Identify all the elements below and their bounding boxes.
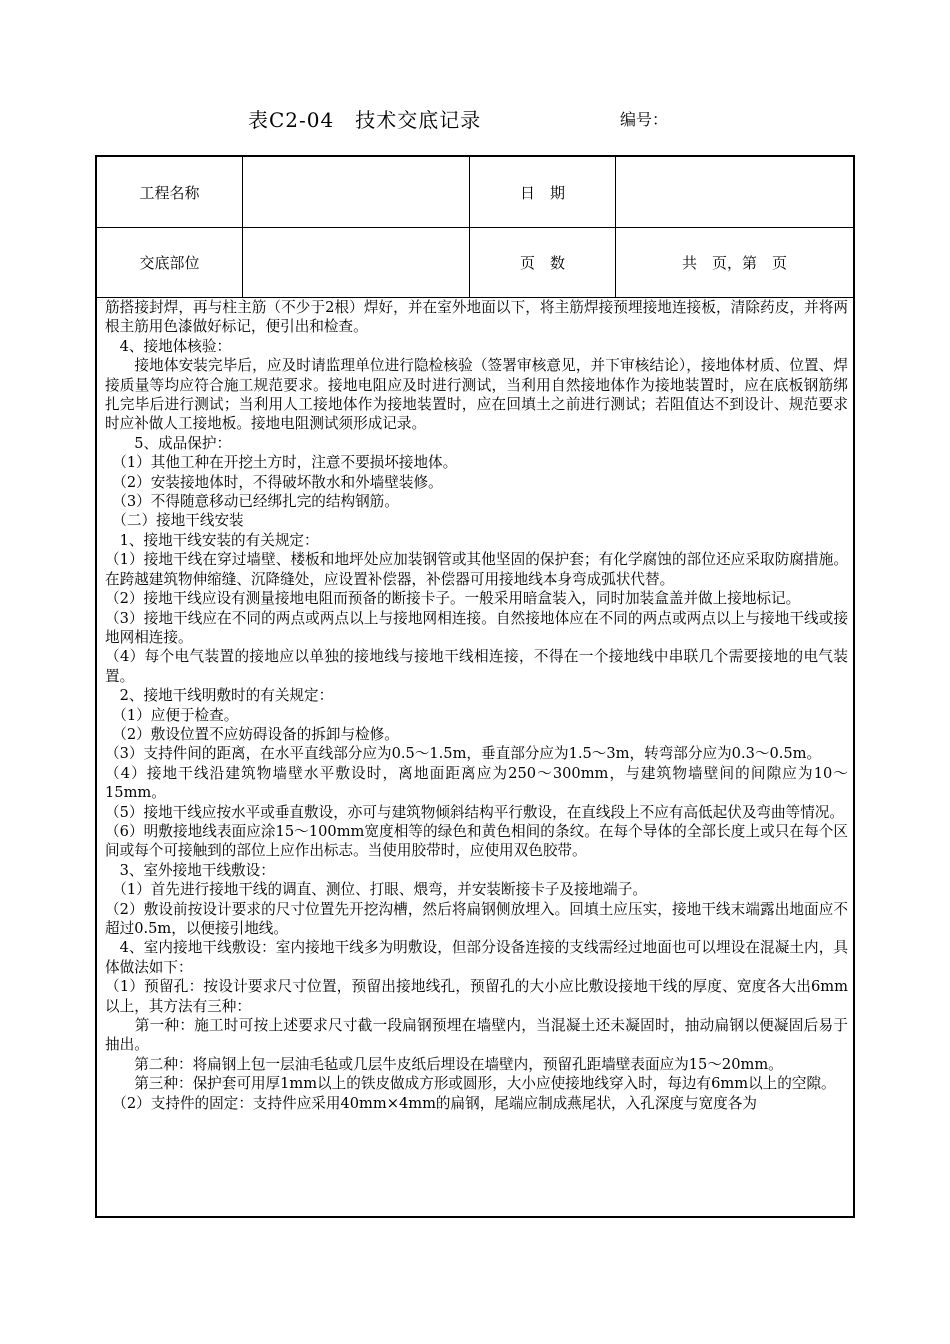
paragraph: （2）支持件的固定：支持件应采用40mm×4mm的扁钢，尾端应制成燕尾状，入孔深度与宽度各为 <box>105 1094 757 1112</box>
number-label: 编号： <box>620 110 669 129</box>
record-form <box>95 155 855 1218</box>
paragraph: （1）其他工种在开挖土方时，注意不要损坏接地体。 <box>105 454 458 472</box>
paragraph: 3、室外接地干线敷设： <box>105 861 275 879</box>
disclosure-content <box>105 298 848 1113</box>
page-title: 表C2-04 技术交底记录 <box>248 108 482 132</box>
project-name-field[interactable] <box>243 157 470 227</box>
paragraph: （5）接地干线应按水平或垂直敷设，亦可与建筑物倾斜结构平行敷设，在直线段上不应有高低起伏及弯曲等情况。 <box>105 803 844 821</box>
paragraph: 第二种：将扁钢上包一层油毛毡或几层牛皮纸后埋设在墙壁内，预留孔距墙壁表面应为15～20mm。 <box>105 1055 783 1073</box>
location-field[interactable] <box>243 227 470 297</box>
paragraph: （3）不得随意移动已经绑扎完的结构钢筋。 <box>105 493 399 511</box>
paragraph: （2）敷设前按设计要求的尺寸位置先开挖沟槽，然后将扁钢侧放埋入。回填土应压实，接地干线末端露出地面应不超过0.5m，以便接引地线。 <box>105 900 848 937</box>
paragraph: 第三种：保护套可用厚1mm以上的铁皮做成方形或圆形，大小应使接地线穿入时，每边有6mm以上的空隙。 <box>105 1075 836 1093</box>
title-row <box>0 104 950 134</box>
paragraph: 2、接地干线明敷时的有关规定： <box>105 687 334 705</box>
paragraph: （2）安装接地体时，不得破坏散水和外墙壁装修。 <box>105 473 443 491</box>
paragraph: （1）首先进行接地干线的调直、测位、打眼、煨弯，并安装断接卡子及接地端子。 <box>105 881 647 899</box>
paragraph: 1、接地干线安装的有关规定： <box>105 531 319 549</box>
paragraph: 接地体安装完毕后，应及时请监理单位进行隐检核验（签署审核意见，并下审核结论），接地体材质、位置、焊接质量等均应符合施工规范要求。接地电阻应及时进行测试，当利用自然接地体作为接地装置时，应在底板钢筋绑扎完毕后进行测试；当利用人工接地体作为接地装置时，应在回填土之前进行测试；若阻值达不到设计、规范要求时应补做人工接地板。接地电阻测试须形成记录。 <box>105 357 848 433</box>
paragraph: （2）接地干线应设有测量接地电阻而预备的断接卡子。一般采用暗盒装入，同时加装盒盖并做上接地标记。 <box>105 590 801 608</box>
paragraph: 筋搭接封焊，再与柱主筋（不少于2根）焊好，并在室外地面以下，将主筋焊接预埋接地连接板，清除药皮，并将两根主筋用色漆做好标记，便引出和检查。 <box>105 299 848 336</box>
date-label: 日 期 <box>470 157 616 227</box>
paragraph: （6）明敷接地线表面应涂15～100mm宽度相等的绿色和黄色相间的条纹。在每个导体的全部长度上或只在每个区间或每个可接触到的部位上应作出标志。当使用胶带时，应使用双色胶带。 <box>105 822 848 860</box>
paragraph: （3）接地干线应在不同的两点或两点以上与接地网相连接。自然接地体应在不同的两点或两点以上与接地干线或接地网相连接。 <box>105 609 848 646</box>
pages-label: 页 数 <box>470 227 616 297</box>
paragraph: （1）预留孔：按设计要求尺寸位置，预留出接地线孔，预留孔的大小应比敷设接地干线的厚度、宽度各大出6mm以上，其方法有三种： <box>105 978 848 1015</box>
paragraph: （4）接地干线沿建筑物墙壁水平敷设时，离地面距离应为250～300mm，与建筑物墙壁间的间隙应为10～15mm。 <box>105 764 848 802</box>
location-label: 交底部位 <box>97 227 243 297</box>
form-row-location <box>97 227 853 298</box>
project-name-label: 工程名称 <box>97 157 243 227</box>
paragraph: （二）接地干线安装 <box>105 512 244 530</box>
paragraph: （1）应便于检查。 <box>105 706 239 724</box>
paragraph: 第一种：施工时可按上述要求尺寸截一段扁钢预埋在墙壁内，当混凝土还未凝固时，抽动扁钢以便凝固后易于抽出。 <box>105 1017 848 1054</box>
paragraph: 4、接地体核验： <box>105 337 232 355</box>
pages-field: 共 页，第 页 <box>681 253 787 272</box>
paragraph: 4、室内接地干线敷设：室内接地干线多为明敷设，但部分设备连接的支线需经过地面也可以埋设在混凝土内，具体做法如下： <box>105 939 848 976</box>
paragraph: （1）接地干线在穿过墙壁、楼板和地坪处应加装钢管或其他坚固的保护套；有化学腐蚀的部位还应采取防腐措施。在跨越建筑物伸缩缝、沉降缝处，应设置补偿器，补偿器可用接地线本身弯成弧状代替。 <box>105 551 848 588</box>
form-row-project <box>97 157 853 228</box>
paragraph: （2）敷设位置不应妨碍设备的拆卸与检修。 <box>105 725 399 743</box>
date-field[interactable] <box>616 157 853 227</box>
paragraph: 5、成品保护： <box>105 434 232 452</box>
paragraph: （3）支持件间的距离，在水平直线部分应为0.5～1.5m，垂直部分应为1.5～3m，转弯部分应为0.3～0.5m。 <box>105 745 822 763</box>
paragraph: （4）每个电气装置的接地应以单独的接地线与接地干线相连接，不得在一个接地线中串联几个需要接地的电气装置。 <box>105 648 848 685</box>
